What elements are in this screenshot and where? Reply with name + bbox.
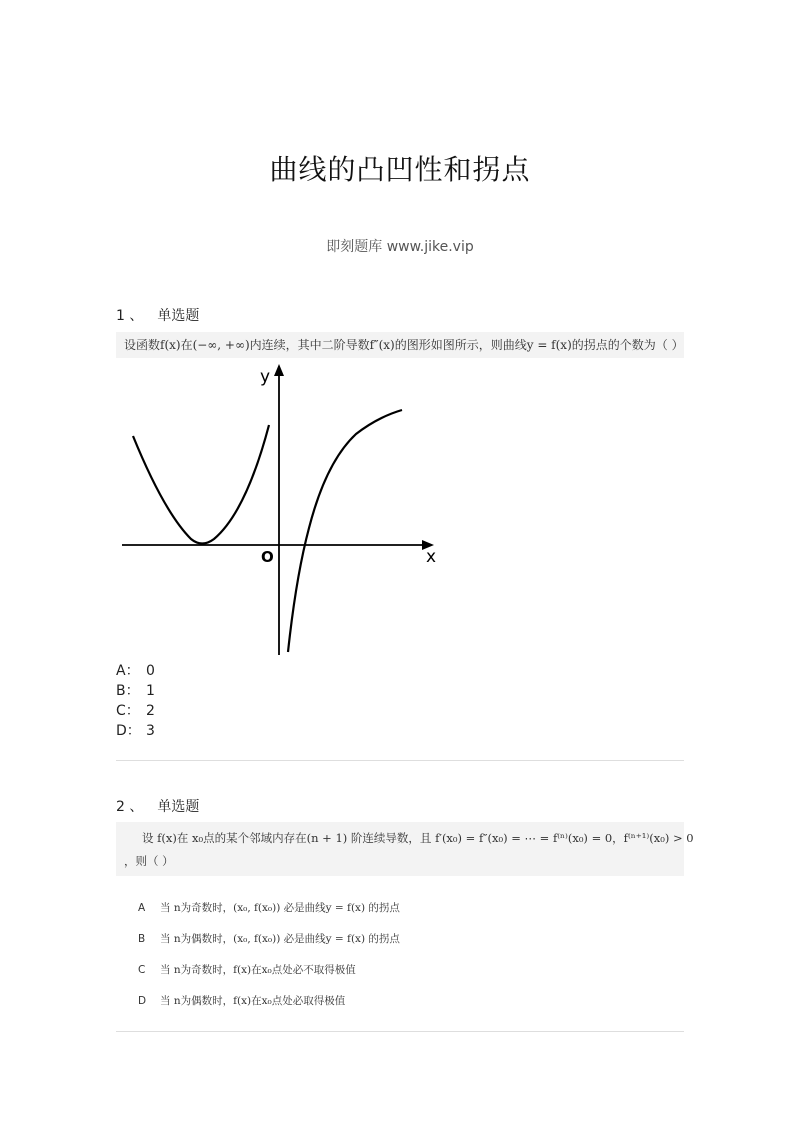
question-1-option-a[interactable]: A： 0 (116, 663, 155, 679)
y-axis-arrow (274, 364, 284, 376)
question-1-number: 1 、 (116, 308, 144, 324)
question-2-stem-line1: 设 f(x)在 x₀点的某个邻域内存在(n + 1) 阶连续导数，且 f′(x₀) = f″(x₀) = ⋯ = f⁽ⁿ⁾(x₀) = 0，f⁽ⁿ⁺¹⁾(x₀) > 0 (142, 831, 694, 845)
question-2-stem-line2: ，则（ ） (124, 854, 174, 868)
question-2-header (116, 796, 199, 816)
curve-left-branch (133, 425, 269, 544)
page-subtitle: 即刻题库 www.jike.vip (326, 239, 474, 255)
divider (116, 760, 684, 761)
y-axis-label: y (260, 367, 271, 387)
question-2-option-c[interactable]: C 当 n为奇数时，f(x)在x₀点处必不取得极值 (138, 964, 356, 976)
question-2-type: 单选题 (157, 799, 200, 815)
second-derivative-graph (116, 362, 456, 662)
question-2-option-d[interactable]: D 当 n为偶数时，f(x)在x₀点处必取得极值 (138, 995, 346, 1007)
question-1-option-b[interactable]: B： 1 (116, 683, 155, 699)
question-1-type: 单选题 (157, 308, 200, 324)
page-title: 曲线的凸凹性和拐点 (269, 153, 531, 186)
origin-label: O (261, 548, 274, 566)
question-2-option-b[interactable]: B 当 n为偶数时，(x₀, f(x₀)) 必是曲线y = f(x) 的拐点 (138, 933, 400, 945)
question-1-header (116, 305, 199, 325)
divider (116, 1031, 684, 1032)
question-2-number: 2 、 (116, 799, 144, 815)
curve-right-branch (288, 410, 402, 652)
question-2-option-a[interactable]: A 当 n为奇数时，(x₀, f(x₀)) 必是曲线y = f(x) 的拐点 (138, 902, 400, 914)
question-1-option-c[interactable]: C： 2 (116, 703, 155, 719)
x-axis-label: x (426, 547, 437, 567)
question-2-stem (116, 822, 694, 876)
question-1-option-d[interactable]: D： 3 (116, 723, 155, 739)
question-1-stem: 设函数f(x)在(−∞, +∞)内连续，其中二阶导数f″(x)的图形如图所示，则曲线y = f(x)的拐点的个数为（ ） (116, 332, 684, 358)
